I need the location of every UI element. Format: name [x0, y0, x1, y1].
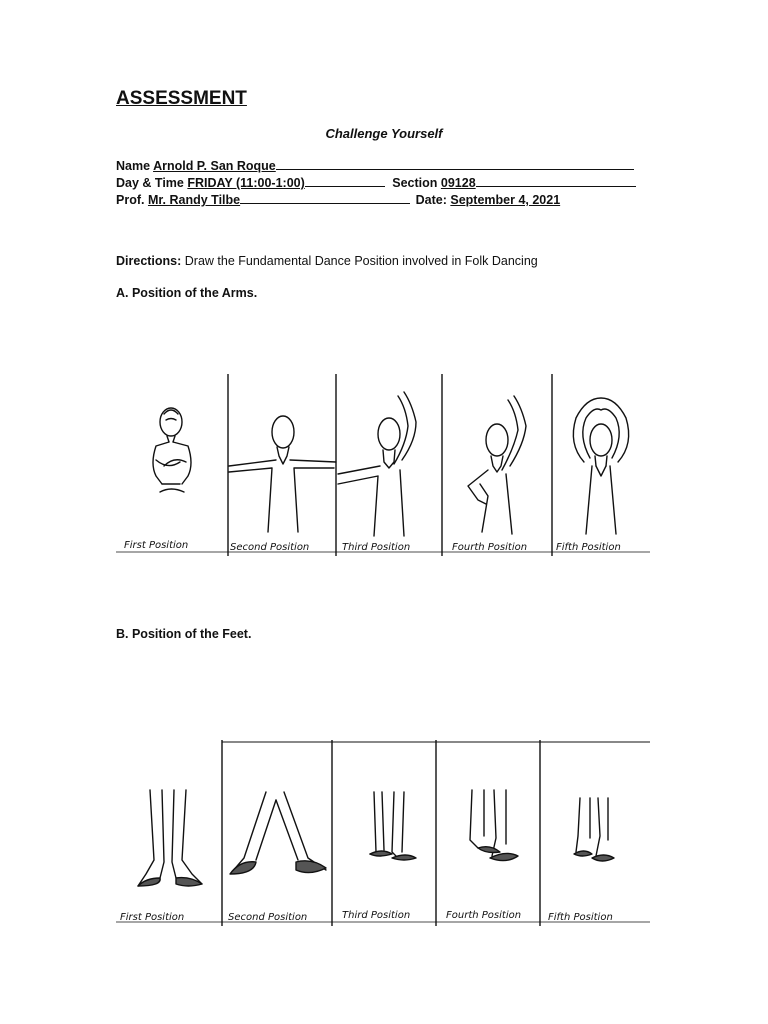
section-value: 09128 — [440, 176, 476, 190]
daytime-value: FRIDAY (11:00-1:00) — [187, 176, 305, 190]
section-label: Section — [392, 176, 438, 190]
name-value: Arnold P. San Roque — [153, 159, 276, 173]
page-title: ASSESSMENT — [116, 88, 247, 109]
feet-third-figure — [370, 792, 416, 860]
arms-drawing — [116, 374, 650, 556]
directions-label: Directions: — [116, 254, 182, 268]
daytime-underline — [305, 175, 385, 187]
feet-caption-5: Fifth Position — [548, 912, 613, 923]
arms-caption-3: Third Position — [342, 542, 411, 553]
name-row — [116, 158, 634, 173]
prof-row — [116, 192, 560, 207]
arms-fourth-figure — [468, 396, 526, 534]
feet-fifth-figure — [574, 798, 614, 861]
name-underline — [276, 158, 634, 170]
directions — [116, 254, 538, 268]
arms-caption-2: Second Position — [230, 542, 310, 553]
prof-value: Mr. Randy Tilbe — [147, 193, 241, 207]
daytime-row — [116, 175, 636, 190]
arms-fifth-figure — [573, 398, 628, 534]
section-underline — [476, 175, 636, 187]
arms-caption-5: Fifth Position — [556, 542, 621, 553]
prof-underline — [240, 192, 410, 204]
feet-drawing-svg — [116, 740, 650, 926]
arms-third-figure — [338, 392, 416, 536]
feet-caption-2: Second Position — [228, 912, 308, 923]
section-a-heading: A. Position of the Arms. — [116, 286, 258, 300]
feet-caption-3: Third Position — [342, 910, 411, 921]
arms-caption-1: First Position — [124, 540, 189, 551]
feet-second-figure — [230, 792, 326, 874]
daytime-label: Day & Time — [116, 176, 184, 190]
arms-caption-4: Fourth Position — [452, 542, 528, 553]
page-subtitle: Challenge Yourself — [325, 126, 443, 141]
arms-first-figure — [153, 408, 191, 492]
date-label: Date: — [415, 193, 447, 207]
feet-fourth-figure — [470, 790, 518, 861]
feet-caption-1: First Position — [120, 912, 185, 923]
directions-text: Draw the Fundamental Dance Position involved in Folk Dancing — [184, 254, 538, 268]
section-b-heading: B. Position of the Feet. — [116, 627, 252, 641]
name-label: Name — [116, 159, 151, 173]
feet-drawing — [116, 740, 650, 926]
date-value: September 4, 2021 — [450, 193, 561, 207]
arms-second-figure — [229, 416, 336, 532]
feet-first-figure — [138, 790, 202, 886]
feet-caption-4: Fourth Position — [446, 910, 522, 921]
prof-label: Prof. — [116, 193, 145, 207]
arms-drawing-svg — [116, 374, 650, 556]
